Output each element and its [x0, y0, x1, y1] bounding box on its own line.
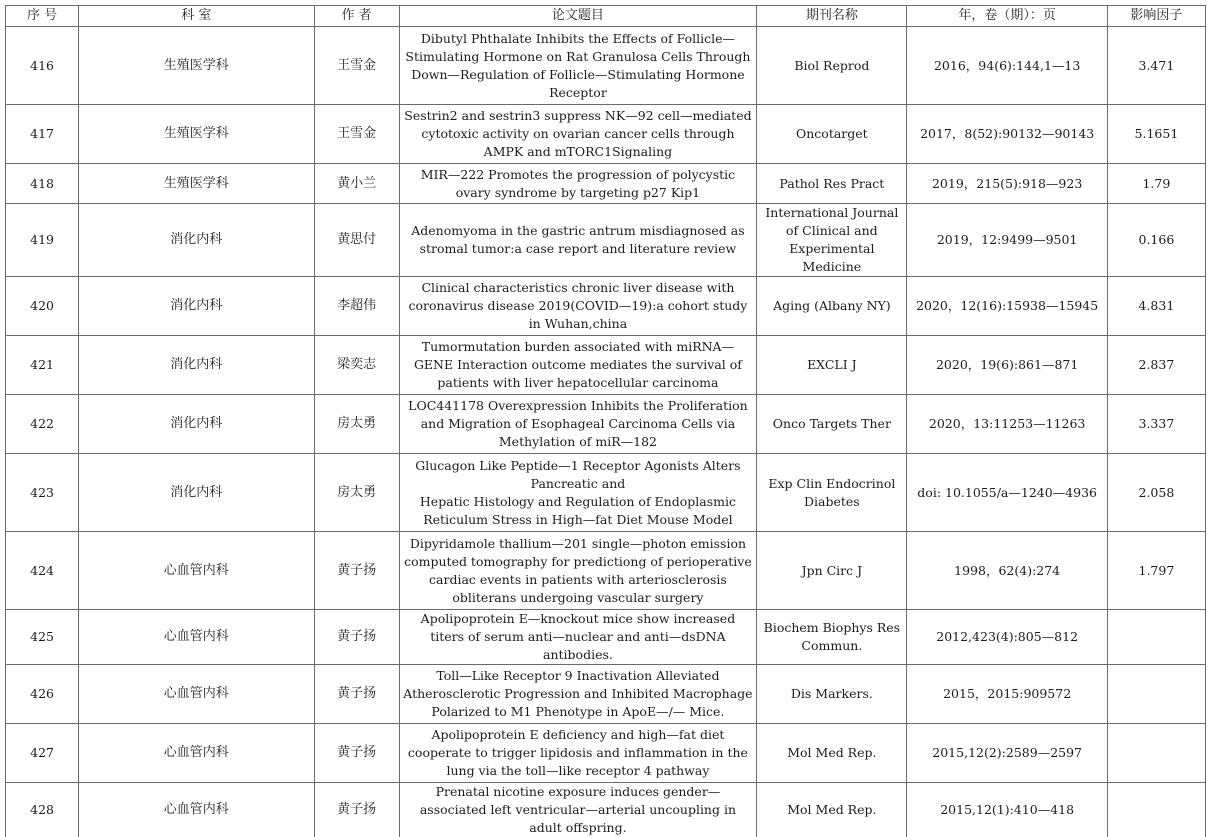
cell-department: 心血管内科 — [79, 665, 314, 724]
cell-year-volume-pages: 2019，12:9499—9501 — [907, 204, 1107, 277]
header-row — [6, 6, 1206, 27]
cell-serial-number: 418 — [6, 164, 79, 204]
cell-department: 生殖医学科 — [79, 164, 314, 204]
cell-department: 消化内科 — [79, 454, 314, 532]
table-row — [6, 204, 1206, 277]
cell-department: 心血管内科 — [79, 532, 314, 610]
cell-author: 黄子扬 — [314, 665, 399, 724]
header-journal-name: 期刊名称 — [757, 6, 907, 27]
table-row — [6, 724, 1206, 783]
cell-author: 梁奕志 — [314, 336, 399, 395]
cell-journal-name: International Journal of Clinical and Experimental Medicine — [757, 204, 907, 277]
cell-impact-factor: 2.058 — [1107, 454, 1205, 532]
cell-department: 消化内科 — [79, 277, 314, 336]
table-row — [6, 610, 1206, 665]
cell-impact-factor: 4.831 — [1107, 277, 1205, 336]
table-row — [6, 164, 1206, 204]
cell-department: 心血管内科 — [79, 610, 314, 665]
cell-paper-title: Apolipoprotein E—knockout mice show increased titers of serum anti—nuclear and anti—dsDNA antibodies. — [399, 610, 757, 665]
cell-year-volume-pages: 2015,12(1):410—418 — [907, 783, 1107, 837]
cell-author: 房太勇 — [314, 454, 399, 532]
cell-author: 李超伟 — [314, 277, 399, 336]
cell-serial-number: 421 — [6, 336, 79, 395]
cell-journal-name: Dis Markers. — [757, 665, 907, 724]
table-row — [6, 105, 1206, 164]
header-paper-title: 论文题目 — [399, 6, 757, 27]
cell-journal-name: Onco Targets Ther — [757, 395, 907, 454]
cell-serial-number: 425 — [6, 610, 79, 665]
header-impact-factor: 影响因子 — [1107, 6, 1205, 27]
cell-journal-name: EXCLI J — [757, 336, 907, 395]
cell-serial-number: 423 — [6, 454, 79, 532]
cell-journal-name: Jpn Circ J — [757, 532, 907, 610]
table-row — [6, 532, 1206, 610]
cell-serial-number: 420 — [6, 277, 79, 336]
cell-serial-number: 419 — [6, 204, 79, 277]
table-row — [6, 277, 1206, 336]
table-row — [6, 395, 1206, 454]
cell-paper-title: Toll—Like Receptor 9 Inactivation Alleviated Atherosclerotic Progression and Inhibited Macrophage Polarized to M1 Phenotype in ApoE—/— Mice. — [399, 665, 757, 724]
cell-serial-number: 428 — [6, 783, 79, 837]
cell-paper-title: Tumormutation burden associated with miRNA—GENE Interaction outcome mediates the survival of patients with liver hepatocellular carcinoma — [399, 336, 757, 395]
cell-author: 王雪金 — [314, 105, 399, 164]
table-row — [6, 27, 1206, 105]
cell-author: 黄子扬 — [314, 532, 399, 610]
cell-department: 生殖医学科 — [79, 105, 314, 164]
cell-serial-number: 426 — [6, 665, 79, 724]
cell-year-volume-pages: 2016，94(6):144,1—13 — [907, 27, 1107, 105]
cell-impact-factor — [1107, 724, 1205, 783]
cell-paper-title: MIR—222 Promotes the progression of polycystic ovary syndrome by targeting p27 Kip1 — [399, 164, 757, 204]
cell-department: 消化内科 — [79, 336, 314, 395]
cell-impact-factor: 5.1651 — [1107, 105, 1205, 164]
cell-journal-name: Mol Med Rep. — [757, 783, 907, 837]
cell-serial-number: 416 — [6, 27, 79, 105]
table-row — [6, 336, 1206, 395]
cell-serial-number: 422 — [6, 395, 79, 454]
cell-author: 王雪金 — [314, 27, 399, 105]
publications-table — [5, 5, 1206, 837]
cell-year-volume-pages: 2020，12(16):15938—15945 — [907, 277, 1107, 336]
cell-author: 黄小兰 — [314, 164, 399, 204]
cell-serial-number: 424 — [6, 532, 79, 610]
cell-department: 生殖医学科 — [79, 27, 314, 105]
cell-journal-name: Mol Med Rep. — [757, 724, 907, 783]
header-department: 科 室 — [79, 6, 314, 27]
cell-journal-name: Aging (Albany NY) — [757, 277, 907, 336]
cell-year-volume-pages: 2015，2015:909572 — [907, 665, 1107, 724]
cell-journal-name: Biochem Biophys Res Commun. — [757, 610, 907, 665]
cell-impact-factor — [1107, 610, 1205, 665]
cell-year-volume-pages: 2015,12(2):2589—2597 — [907, 724, 1107, 783]
cell-impact-factor: 3.471 — [1107, 27, 1205, 105]
cell-author: 黄思付 — [314, 204, 399, 277]
cell-serial-number: 417 — [6, 105, 79, 164]
cell-year-volume-pages: 2017，8(52):90132—90143 — [907, 105, 1107, 164]
cell-journal-name: Biol Reprod — [757, 27, 907, 105]
cell-year-volume-pages: 1998，62(4):274 — [907, 532, 1107, 610]
header-author: 作 者 — [314, 6, 399, 27]
cell-department: 消化内科 — [79, 204, 314, 277]
cell-author: 房太勇 — [314, 395, 399, 454]
cell-journal-name: Pathol Res Pract — [757, 164, 907, 204]
cell-department: 心血管内科 — [79, 783, 314, 837]
cell-impact-factor: 0.166 — [1107, 204, 1205, 277]
cell-author: 黄子扬 — [314, 724, 399, 783]
cell-impact-factor: 1.797 — [1107, 532, 1205, 610]
cell-impact-factor — [1107, 665, 1205, 724]
cell-author: 黄子扬 — [314, 783, 399, 837]
cell-impact-factor: 3.337 — [1107, 395, 1205, 454]
cell-author: 黄子扬 — [314, 610, 399, 665]
table-row — [6, 454, 1206, 532]
cell-paper-title: Dipyridamole thallium—201 single—photon emission computed tomography for predictiong of perioperative cardiac events in patients with arteriosclerosis obliterans undergoing vascular surgery — [399, 532, 757, 610]
cell-serial-number: 427 — [6, 724, 79, 783]
cell-paper-title: Prenatal nicotine exposure induces gender—associated left ventricular—arterial uncoupling in adult offspring. — [399, 783, 757, 837]
cell-paper-title: Adenomyoma in the gastric antrum misdiagnosed as stromal tumor:a case report and literature review — [399, 204, 757, 277]
cell-paper-title: Glucagon Like Peptide—1 Receptor Agonists Alters Pancreatic and Hepatic Histology and Regulation of Endoplasmic Reticulum Stress in High—fat Diet Mouse Model — [399, 454, 757, 532]
cell-year-volume-pages: 2020，19(6):861—871 — [907, 336, 1107, 395]
cell-journal-name: Exp Clin Endocrinol Diabetes — [757, 454, 907, 532]
cell-paper-title: Dibutyl Phthalate Inhibits the Effects of Follicle—Stimulating Hormone on Rat Granulosa Cells Through Down—Regulation of Follicle—Stimulating Hormone Receptor — [399, 27, 757, 105]
header-year-volume-pages: 年，卷（期）：页 — [907, 6, 1107, 27]
cell-paper-title: Sestrin2 and sestrin3 suppress NK—92 cell—mediated cytotoxic activity on ovarian cancer cells through AMPK and mTORC1Signaling — [399, 105, 757, 164]
cell-year-volume-pages: 2019，215(5):918—923 — [907, 164, 1107, 204]
cell-paper-title: Clinical characteristics chronic liver disease with coronavirus disease 2019(COVID—19):a cohort study in Wuhan,china — [399, 277, 757, 336]
cell-paper-title: Apolipoprotein E deficiency and high—fat diet cooperate to trigger lipidosis and inflammation in the lung via the toll—like receptor 4 pathway — [399, 724, 757, 783]
cell-department: 消化内科 — [79, 395, 314, 454]
cell-year-volume-pages: 2020，13:11253—11263 — [907, 395, 1107, 454]
cell-journal-name: Oncotarget — [757, 105, 907, 164]
header-serial-number: 序 号 — [6, 6, 79, 27]
cell-year-volume-pages: 2012,423(4):805—812 — [907, 610, 1107, 665]
cell-impact-factor: 2.837 — [1107, 336, 1205, 395]
cell-paper-title: LOC441178 Overexpression Inhibits the Proliferation and Migration of Esophageal Carcinoma Cells via Methylation of miR—182 — [399, 395, 757, 454]
cell-department: 心血管内科 — [79, 724, 314, 783]
table-row — [6, 665, 1206, 724]
cell-impact-factor: 1.79 — [1107, 164, 1205, 204]
cell-year-volume-pages: doi: 10.1055/a—1240—4936 — [907, 454, 1107, 532]
table-row — [6, 783, 1206, 837]
cell-impact-factor — [1107, 783, 1205, 837]
